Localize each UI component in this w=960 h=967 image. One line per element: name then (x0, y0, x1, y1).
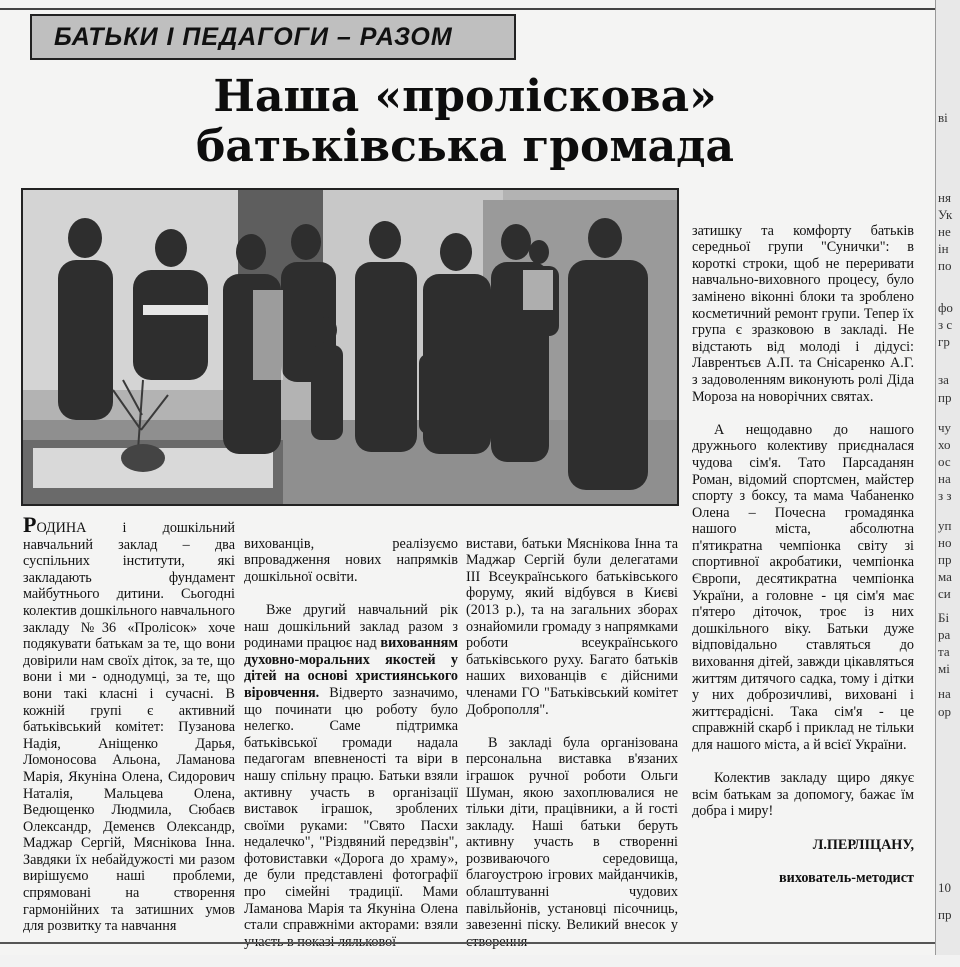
edge-fragment: ма (938, 569, 952, 584)
edge-fragment: пр (938, 907, 952, 922)
edge-fragment: на (938, 686, 951, 701)
author-role: вихователь-методист (778, 869, 914, 886)
column-4-paragraph-3: Колектив закладу щиро дякує всім батькам за допомогу, бажає їм добра і миру! (692, 770, 914, 820)
top-rule (0, 8, 960, 10)
edge-fragment: ві (938, 110, 948, 125)
edge-fragment: ос (938, 454, 951, 469)
adjacent-column-fragments (936, 10, 960, 940)
edge-fragment: та (938, 644, 950, 659)
headline-line-2: батьківська громада (196, 121, 734, 172)
edge-fragment: уп (938, 518, 952, 533)
edge-fragment: си (938, 586, 951, 601)
edge-fragment: по (938, 258, 952, 273)
article-headline (40, 72, 890, 172)
author-name: Л.ПЕРЛІЦАНУ, (812, 836, 914, 853)
column-3-paragraph-1: вистави, батьки Мяснікова Інна та Маджар Сергій були делегатами III Всеукраїнського батьківського форуму, який відбувся в Києві (2013 р.), та на загальних зборах ознайомили громаду з напрямками роботи всеукраїнського батьківського руху. Багато батьків наших вихованців є дійсними членами ГО "Батьківський комітет Доброполля". (466, 535, 678, 718)
edge-fragment: з з (938, 488, 952, 503)
article-column-3 (466, 519, 678, 967)
edge-fragment: з с (938, 317, 953, 332)
edge-fragment: Ук (938, 207, 953, 222)
edge-fragment: ра (938, 627, 951, 642)
column-2-p2-end: Відверто зазначимо, що починати цю роботу було нелегко. Саме підтримка батьківської громади надала педагогам впевненості та віри в нашу спільну працю. Батьки взяли активну участь в організації виставок іграшок, зроблених своїми руками: "Свято Пасхи недалечко", "Різдвяний передзвін", фотовиставки «Дорога до храму», де були представлені фотографії про сімейні традиції. Мами Ламанова Марія та Якуніна Олена стали справжніми акторами: взяли (244, 684, 458, 934)
edge-fragment: мі (938, 661, 950, 676)
article-column-1 (23, 512, 236, 935)
article-column-2 (244, 519, 458, 967)
drop-cap: Р (23, 512, 37, 537)
edge-fragment: хо (938, 437, 951, 452)
column-4-paragraph-2: А нещодавно до нашого дружнього колективу приєдналася чудова сім'я. Тато Парсаданян Роман, відомий спортсмен, майстер спорту з боксу, та мама Чабаненко Олена – Почесна громадянка нашого міста, абсолютна п'ятикратна чемпіонка світу зі спортивної акробатики, чемпіонка Європи, десятикратна чемпіонка України, а головне - ця сім'я має п'ятеро діточок, троє із них дошкільного віку. Батьки дуже відповідально ставляться до виховання дітей, завжди цікавляться життям дитячого садка, тому і дітки у них доброзичливі, виховані і життєрадісні. Така сім'я - це справжній скарб і приклад не тільки для нашого міста, а й всієї України. (692, 421, 914, 753)
group-photo (21, 188, 679, 506)
group-photo-illustration (23, 190, 677, 504)
section-rubric: БАТЬКИ І ПЕДАГОГИ – РАЗОМ (30, 14, 516, 60)
edge-fragment: пр (938, 390, 952, 405)
edge-fragment: на (938, 471, 951, 486)
edge-fragment: Бі (938, 610, 950, 625)
edge-fragment: ін (938, 241, 949, 256)
edge-fragment: за (938, 372, 949, 387)
article-column-4 (692, 206, 914, 903)
edge-fragment: гр (938, 334, 950, 349)
edge-fragment: пр (938, 552, 952, 567)
column-3-paragraph-2: В закладі була організована персональна виставка в'язаних іграшок ручної роботи Ольги Шуман, якою захоплювалися не тільки діти, працівники, а й гості закладу. Наші батьки беруть активну участь в створенні розвиваючого середовища, благоустрою ігрових майданчиків, облаштуванні чудових павільйонів, установці пісочниць, завезенні піску. Великий внесок у (466, 734, 678, 934)
edge-fragment: 10 (938, 880, 951, 895)
column-2-paragraph-1: вихованців, реалізуємо впровадження нових напрямків дошкільної освіти. (244, 535, 458, 585)
column-1-text: ОДИНА і дошкільний навчальний заклад – два суспільних інститути, які закладають фундамент майбутнього дитини. Сьогодні колектив дошкільного навчального закладу №36 «Пролісок» хоче подякувати батькам за те, що вони довірили нам своїх діток, за те, що вони і ми - однодумці, за те, що вони такі класні і сучасні. В кожній групі є активний батьківський комітет: Пузанова Надія, Аніщенко Дарья, Ломоносова Альона, Ламанова Марія, Якуніна Олена, Сидорович Наталія, Мальцева Олена, Ведющенко Людмила, Сюбаєв Олександр, Деменєв Олександр, Маджар Сергій, Мяснікова Інна. Завдяки їх небайдужості ми разом вирішуємо наші проблеми, спрямовані на створення гармонійних та затишних умов для розвитку та навчання (23, 520, 236, 935)
edge-fragment: ня (938, 190, 951, 205)
column-2-paragraph-2 (244, 602, 458, 950)
edge-fragment: не (938, 224, 951, 239)
column-2-p2-start: Вже другий навчальний рік наш дошкільний заклад разом з родинами працює над (244, 601, 458, 652)
edge-fragment: ор (938, 704, 951, 719)
column-4-paragraph-1: затишку та комфорту батьків середньої групи "Сунички": в короткі строки, щоб не переривати навчально-виховного процесу, було замінено віконні блоки та зроблено косметичний ремонт групи. Тепер їх група є зразковою в закладі. Не відстають від молоді і дідусі: Лаврентьєв А.П. та Снісаренко А.Г. з задоволенням виконують ролі Діда Мороза на новорічних святах. (692, 222, 914, 405)
edge-fragment: но (938, 535, 952, 550)
column-2-p2-bold: вихованням духовно-моральних якостей у дітей на основі християнського віровчення. (244, 635, 458, 701)
headline-line-1: Наша «проліскова» (213, 71, 717, 122)
edge-fragment: чу (938, 420, 952, 435)
edge-fragment: фо (938, 300, 953, 315)
bottom-rule (0, 942, 935, 944)
